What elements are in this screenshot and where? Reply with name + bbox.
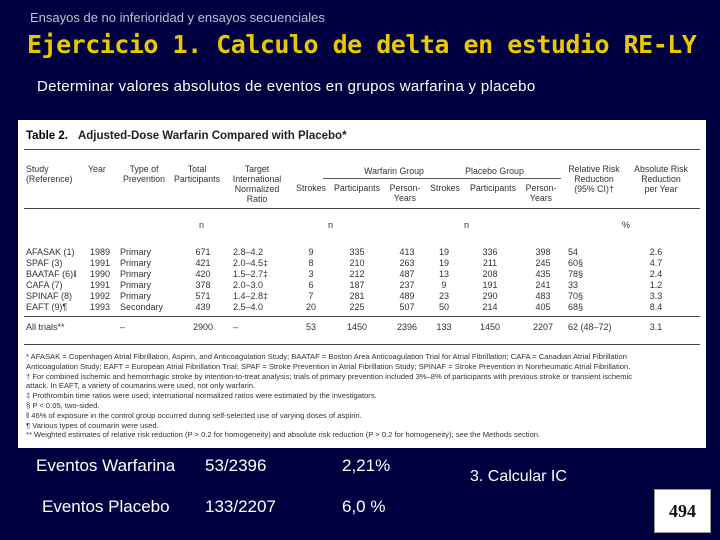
footnote-line: § P < 0.05, two-sided. <box>26 401 100 410</box>
warfarin-table <box>18 120 706 448</box>
row-p-py: 435 <box>535 269 551 279</box>
slide-title: Ejercicio 1. Calculo de delta en estudio RE-LY <box>27 30 697 59</box>
row-w-strokes: 6 <box>308 280 314 290</box>
row-total: 378 <box>195 280 211 290</box>
col-header-year: Year <box>88 164 106 174</box>
row-p-part: 290 <box>482 291 498 301</box>
row-type: Primary <box>120 291 151 301</box>
row-total: 421 <box>195 258 211 268</box>
total-w-strokes: 53 <box>305 322 316 332</box>
total-arr: 3.1 <box>649 322 663 332</box>
page-number: 494 <box>654 489 711 533</box>
row-w-py: 489 <box>399 291 415 301</box>
unit-n-total: n <box>199 220 205 230</box>
total-w-py: 2396 <box>396 322 418 332</box>
row-p-strokes: 19 <box>438 247 449 257</box>
row-inr: 1.4–2.8‡ <box>233 291 269 301</box>
warfarin-group-header: Warfarin Group <box>364 166 424 176</box>
col-header-warfarin-participants: Participants <box>334 183 380 193</box>
row-year: 1990 <box>90 269 111 279</box>
row-p-strokes: 19 <box>438 258 449 268</box>
row-arr: 2.4 <box>649 269 663 279</box>
row-study: BAATAF (6)‖ <box>26 269 77 279</box>
col-header-arr: Absolute Risk Reduction per Year <box>634 164 688 194</box>
calculate-ci-text: 3. Calcular IC <box>470 468 567 485</box>
row-study: AFASAK (1) <box>26 247 75 257</box>
warfarin-events-label: Eventos Warfarina <box>36 456 176 475</box>
row-w-part: 335 <box>349 247 365 257</box>
total-rrr: 62 (48–72) <box>568 322 612 332</box>
row-p-part: 211 <box>482 258 498 268</box>
footnote-line: ¶ Various types of coumarin were used. <box>26 420 159 430</box>
row-w-part: 281 <box>349 291 365 301</box>
footnote-line: attack. In EAFT, a variety of coumarins were used, not only warfarin. <box>26 381 256 391</box>
table-top-rule <box>24 149 700 150</box>
table-caption <box>26 130 347 142</box>
unit-n-warfarin: n <box>328 220 334 230</box>
row-w-strokes: 20 <box>305 302 316 312</box>
col-header-warfarin-strokes: Strokes <box>296 183 326 193</box>
table-label: Table 2. <box>26 130 68 142</box>
footnote-line: Anticoagulation Study; EAFT = European Atrial Fibrillation Trial; SPAF = Stroke Prevention in Atrial Fibrillation Study; SPINAF = Stroke Prevention in Nonrheumatic Atrial Fibrillation. <box>26 361 631 371</box>
footnote-line: ** Weighted estimates of relative risk reduction (P > 0.2 for homogeneity) and absolute risk reduction (P > 0.2 for homogeneity); see the Methods section. <box>26 430 541 440</box>
row-p-py: 483 <box>535 291 551 301</box>
total-p-py: 2207 <box>532 322 554 332</box>
total-study: All trials** <box>26 322 65 332</box>
row-p-py: 241 <box>535 280 551 290</box>
col-header-placebo-person-years: Person- Years <box>525 183 557 203</box>
row-w-py: 507 <box>399 302 415 312</box>
header-bottom-rule <box>24 208 700 209</box>
row-study: SPINAF (8) <box>26 291 73 301</box>
total-type: – <box>120 322 126 332</box>
row-type: Secondary <box>120 302 164 312</box>
row-rrr: 68§ <box>568 302 584 312</box>
row-w-part: 210 <box>349 258 365 268</box>
row-p-strokes: 23 <box>438 291 449 301</box>
row-arr: 1.2 <box>649 280 663 290</box>
row-rrr: 78§ <box>568 269 584 279</box>
row-study: EAFT (9)¶ <box>26 302 68 312</box>
col-header-warfarin-person-years: Person- Years <box>389 183 421 203</box>
row-w-strokes: 7 <box>308 291 314 301</box>
row-w-part: 187 <box>349 280 365 290</box>
unit-n-placebo: n <box>464 220 470 230</box>
placebo-events-label: Eventos Placebo <box>42 497 170 516</box>
row-total: 420 <box>195 269 211 279</box>
row-p-part: 214 <box>482 302 498 312</box>
row-w-py: 487 <box>399 269 415 279</box>
warfarin-events-pct: 2,21% <box>342 456 391 475</box>
row-w-part: 212 <box>349 269 365 279</box>
row-year: 1992 <box>90 291 111 301</box>
col-header-placebo-strokes: Strokes <box>430 183 460 193</box>
row-w-strokes: 8 <box>308 258 314 268</box>
table-bottom-rule <box>24 344 700 345</box>
total-w-part: 1450 <box>346 322 368 332</box>
row-p-py: 398 <box>535 247 551 257</box>
placebo-events-pct: 6,0 % <box>342 497 386 516</box>
row-w-strokes: 3 <box>308 269 314 279</box>
row-study: CAFA (7) <box>26 280 63 290</box>
col-header-target: Target International Normalized Ratio <box>232 164 282 204</box>
total-total: 2900 <box>192 322 214 332</box>
placebo-events-ratio: 133/2207 <box>205 497 276 516</box>
row-rrr: 54 <box>568 247 579 257</box>
row-year: 1991 <box>90 280 111 290</box>
col-header-placebo-participants: Participants <box>470 183 516 193</box>
row-inr: 2.0–3.0 <box>233 280 264 290</box>
row-total: 571 <box>195 291 211 301</box>
row-w-py: 263 <box>399 258 415 268</box>
row-w-part: 225 <box>349 302 365 312</box>
row-p-part: 336 <box>482 247 498 257</box>
row-total: 439 <box>195 302 211 312</box>
row-inr: 2.5–4.0 <box>233 302 264 312</box>
row-inr: 2.8–4.2 <box>233 247 264 257</box>
col-header-total: Total Participants <box>174 164 220 184</box>
footnote-line: † For combined ischemic and hemorrhagic stroke by intention-to-treat analysis; trials of primary prevention included 3%–8% of participants with previous stroke or transient ischemic <box>26 371 633 381</box>
row-type: Primary <box>120 247 151 257</box>
footnote-line: ‖ 46% of exposure in the control group occurred during self-selected use of varying doses of aspirin. <box>26 410 362 420</box>
total-p-part: 1450 <box>479 322 501 332</box>
col-header-type: Type of Prevention <box>122 164 166 184</box>
row-p-py: 405 <box>535 302 551 312</box>
footnote-line: * AFASAK = Copenhagen Atrial Fibrillation, Aspirin, and Anticoagulation Study; BAATAF = Boston Area Anticoagulation Trial for Atrial Fibrillation; CAFA = Canadian Atrial Fibrillation <box>26 352 628 361</box>
row-year: 1989 <box>90 247 111 257</box>
row-type: Primary <box>120 258 151 268</box>
row-p-part: 191 <box>482 280 498 290</box>
row-w-py: 237 <box>399 280 415 290</box>
row-p-py: 245 <box>535 258 551 268</box>
row-arr: 3.3 <box>649 291 663 301</box>
row-type: Primary <box>120 269 151 279</box>
row-arr: 2.6 <box>649 247 663 257</box>
footnote-line: ‡ Prothrombin time ratios were used; international normalized ratios were estimated by the investigators. <box>26 391 377 401</box>
row-arr: 4.7 <box>649 258 663 268</box>
row-type: Primary <box>120 280 151 290</box>
row-p-strokes: 50 <box>438 302 449 312</box>
unit-percent: % <box>622 220 631 230</box>
col-header-study: Study (Reference) <box>26 164 73 184</box>
row-p-strokes: 13 <box>438 269 449 279</box>
total-p-strokes: 133 <box>436 322 452 332</box>
row-rrr: 33 <box>568 280 579 290</box>
row-p-strokes: 9 <box>441 280 447 290</box>
table-caption-text: Adjusted-Dose Warfarin Compared with Placebo* <box>77 130 347 142</box>
row-inr: 2.0–4.5‡ <box>233 258 269 268</box>
row-p-part: 208 <box>482 269 498 279</box>
col-header-rrr: Relative Risk Reduction (95% CI)† <box>568 164 620 194</box>
placebo-group-rule <box>428 178 561 179</box>
total-inr: – <box>233 322 239 332</box>
row-arr: 8.4 <box>649 302 663 312</box>
row-study: SPAF (3) <box>26 258 63 268</box>
row-total: 671 <box>195 247 211 257</box>
slide-subtitle: Ensayos de no inferioridad y ensayos secuenciales <box>30 10 325 25</box>
placebo-group-header: Placebo Group <box>465 166 524 176</box>
instruction-text: Determinar valores absolutos de eventos en grupos warfarina y placebo <box>37 78 536 95</box>
total-rule <box>24 316 700 317</box>
warfarin-events-ratio: 53/2396 <box>205 456 267 475</box>
row-w-strokes: 9 <box>308 247 314 257</box>
row-w-py: 413 <box>399 247 415 257</box>
row-year: 1991 <box>90 258 111 268</box>
row-rrr: 60§ <box>568 258 584 268</box>
row-year: 1993 <box>90 302 111 312</box>
row-inr: 1.5–2.7‡ <box>233 269 269 279</box>
row-rrr: 70§ <box>568 291 584 301</box>
